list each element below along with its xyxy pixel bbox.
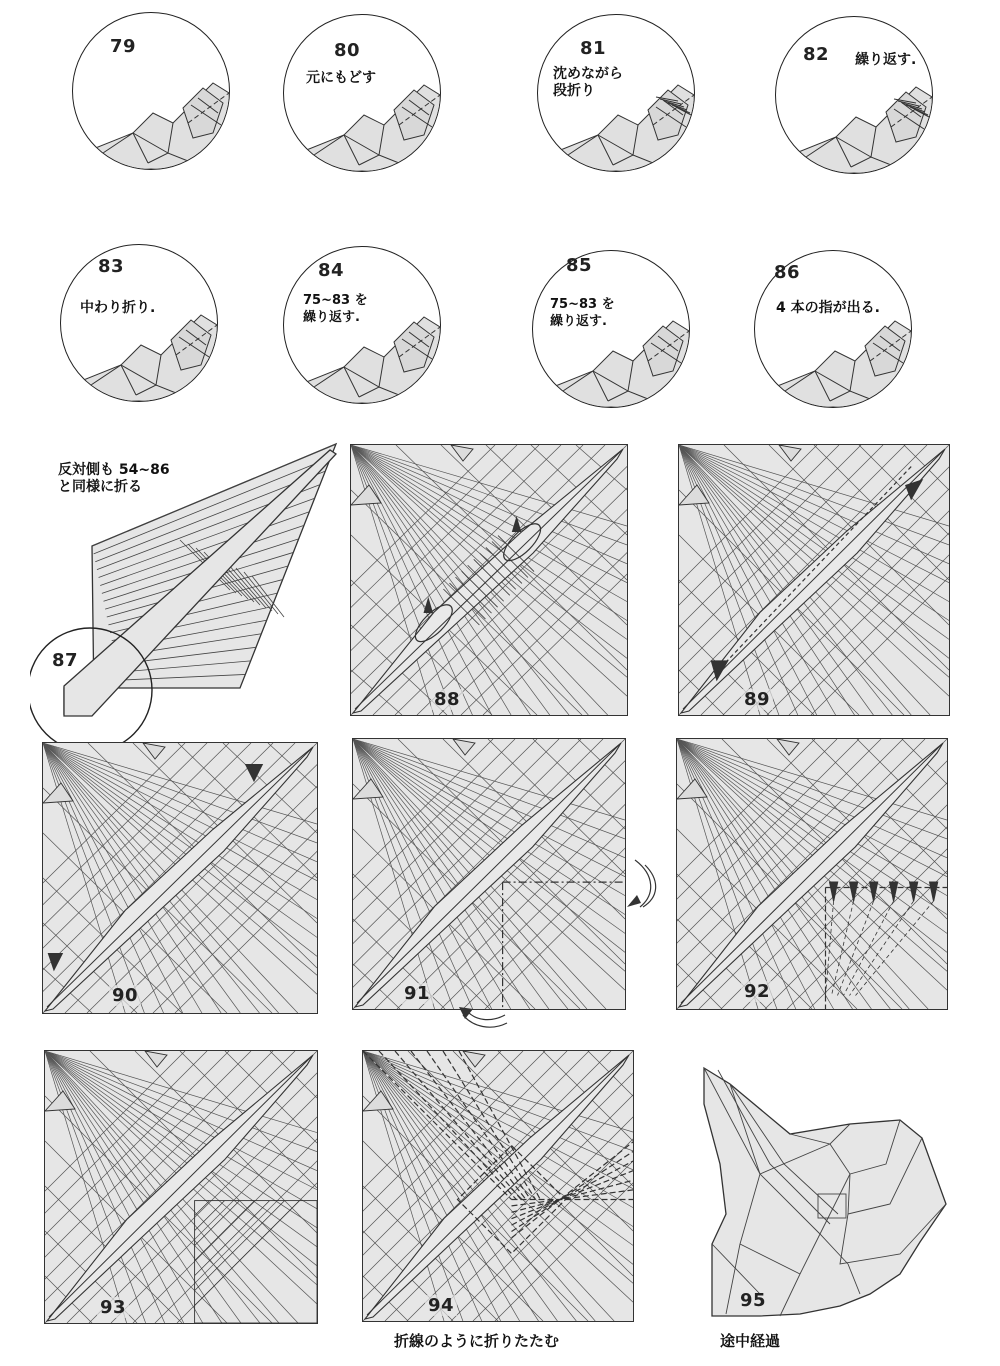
step-87-instruction: 反対側も 54~86 と同様に折る (58, 462, 170, 495)
step-79-fold-drawing (73, 13, 229, 169)
step-90-crease-pattern (43, 743, 317, 1013)
step-93-square (44, 1050, 318, 1324)
step-88-crease-pattern (351, 445, 627, 715)
step-84-number: 84 (318, 260, 345, 281)
step-85-number: 85 (566, 255, 593, 276)
step-80-instruction: 元にもどす (306, 70, 376, 86)
step-84-instruction: 75~83 を 繰り返す. (303, 293, 368, 325)
step-80-fold-drawing (284, 15, 440, 171)
step-82-circle (775, 16, 933, 174)
step-92-number: 92 (741, 981, 773, 1002)
step-95-number: 95 (740, 1290, 767, 1311)
step-79-number: 79 (110, 36, 137, 57)
step-88-square (350, 444, 628, 716)
step-80-number: 80 (334, 40, 361, 61)
step-86-number: 86 (774, 262, 801, 283)
step-82-number: 82 (803, 44, 830, 65)
step-91-number: 91 (401, 983, 433, 1004)
step-83-fold-drawing (61, 245, 217, 401)
step-83-circle (60, 244, 218, 402)
step-92-crease-pattern (677, 739, 947, 1009)
step-92-square (676, 738, 948, 1010)
step-95-in-progress-model (700, 1064, 960, 1324)
step-90-square (42, 742, 318, 1014)
step-79-circle (72, 12, 230, 170)
step-89-crease-pattern (679, 445, 949, 715)
step-94-square (362, 1050, 634, 1322)
step-83-instruction: 中わり折り. (80, 300, 156, 316)
step-82-instruction: 繰り返す. (855, 52, 917, 68)
step-81-instruction: 沈めながら 段折り (553, 66, 623, 99)
step-94-number: 94 (425, 1295, 457, 1316)
step-94-caption: 折線のように折りたたむ (394, 1332, 560, 1350)
step-93-crease-pattern (45, 1051, 317, 1323)
step-81-number: 81 (580, 38, 607, 59)
step-80-circle (283, 14, 441, 172)
step-87-number: 87 (52, 650, 79, 671)
step-88-number: 88 (431, 689, 463, 710)
step-86-instruction: 4 本の指が出る. (776, 300, 880, 316)
step-91-rotate-arrows (455, 855, 665, 1035)
step-89-square (678, 444, 950, 716)
step-83-number: 83 (98, 256, 125, 277)
step-82-fold-drawing (776, 17, 932, 173)
step-89-number: 89 (741, 689, 773, 710)
step-90-number: 90 (109, 985, 141, 1006)
step-85-instruction: 75~83 を 繰り返す. (550, 297, 615, 329)
step-93-number: 93 (97, 1297, 129, 1318)
step-94-crease-pattern (363, 1051, 633, 1321)
step-95-caption: 途中経過 (720, 1332, 781, 1350)
